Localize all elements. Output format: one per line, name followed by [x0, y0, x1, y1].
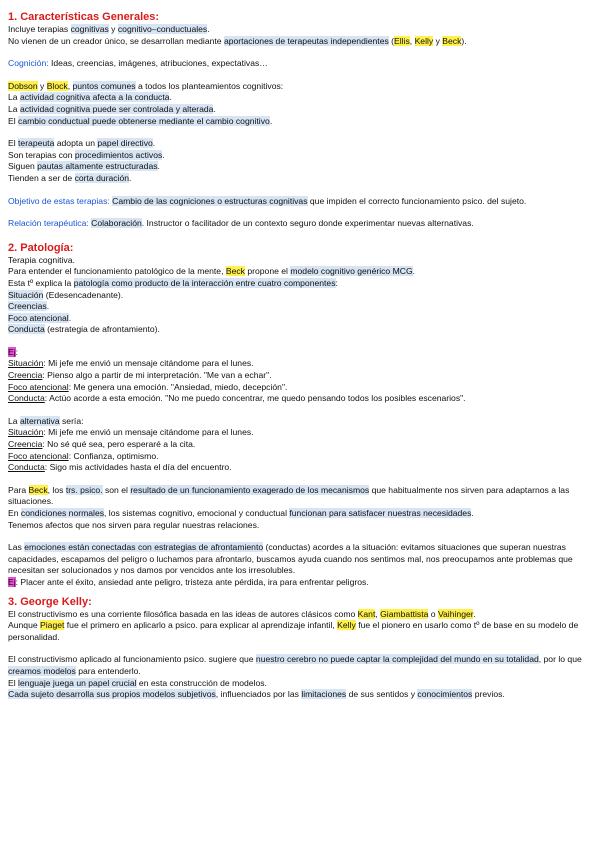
highlighted-text: conocimientos: [417, 689, 473, 700]
highlighted-text: aportaciones de terapeutas independientes: [223, 35, 389, 46]
highlighted-text: condiciones normales: [20, 508, 105, 518]
paragraph: [8, 485, 592, 508]
text-run: .: [129, 172, 132, 183]
text-run: , los sistemas cognitivo, emocional y conductual: [104, 508, 290, 518]
paragraph-spacer: [8, 474, 592, 485]
highlighted-text: puntos comunes: [72, 80, 136, 91]
text-run: .: [157, 161, 160, 172]
paragraph: [8, 347, 592, 359]
text-run: , los: [47, 484, 66, 495]
highlighted-text: alternativa: [19, 415, 60, 426]
highlighted-text: Creencias: [8, 301, 47, 312]
text-run: de sus sentidos y: [346, 689, 418, 700]
text-run: El constructivismo aplicado al funcionamiento psico. sugiere que: [8, 654, 256, 665]
underlined-term: Situación: [8, 427, 44, 438]
paragraph: [8, 92, 592, 104]
paragraph: [8, 382, 592, 394]
term-label: Relación terapéutica:: [8, 218, 89, 229]
text-run: :: [335, 277, 338, 288]
text-run: : Mi jefe me envió un mensaje citándome para el lunes.: [43, 427, 254, 438]
paragraph: [8, 520, 592, 532]
paragraph: [8, 301, 592, 313]
paragraph: [8, 255, 592, 267]
text-run: Terapia cognitiva.: [8, 254, 75, 265]
paragraph: [8, 416, 592, 428]
text-run: ).: [461, 35, 467, 46]
highlighted-name: Kelly: [414, 35, 434, 46]
text-run: (conductas) acordes a la situación: evitamos situaciones que superan nuestras capacidades, escapamos del peligro o luchamos para afrontarlo, buscamos ayuda cuando nos sentimos mal, nos preocupamos ante problemas que necesitan ser solucionados y nos damos por vencidos ante los irresolubles.: [8, 542, 573, 576]
paragraph: [8, 24, 592, 36]
text-run: : Mi jefe me envió un mensaje citándome para el lunes.: [43, 358, 254, 369]
paragraph-spacer: [8, 531, 592, 542]
text-run: .: [169, 92, 172, 103]
paragraph: [8, 577, 592, 589]
text-run: son el: [102, 484, 131, 495]
section-heading: [8, 241, 592, 255]
text-run: El: [8, 677, 19, 688]
highlighted-text: Cambio de las cogniciones o estructuras cognitivas: [112, 195, 308, 206]
underlined-term: Foco atencional: [8, 381, 69, 392]
text-run: :: [15, 346, 19, 357]
paragraph: [8, 462, 592, 474]
highlighted-text: cambio conductual puede obtenerse mediante el cambio cognitivo: [18, 115, 270, 126]
highlighted-text: actividad cognitiva afecta a la conducta: [19, 92, 170, 103]
highlighted-name: Beck: [442, 35, 462, 46]
highlighted-text: actividad cognitiva puede ser controlada y alterada: [19, 103, 214, 114]
highlighted-text: emociones están conectadas con estrategias de afrontamiento: [24, 542, 264, 553]
highlighted-text: cognitivo–conductuales: [117, 24, 208, 34]
text-run: y: [37, 80, 47, 91]
paragraph: [8, 508, 592, 520]
highlighted-name: Kelly: [337, 620, 356, 631]
highlighted-name: Block: [46, 80, 68, 91]
underlined-term: Situación: [8, 358, 44, 369]
highlighted-text: modelo cognitivo genérico MCG: [290, 266, 413, 277]
highlighted-text: Cada sujeto desarrolla sus propios modelos subjetivos: [8, 689, 216, 700]
text-run: Tenemos afectos que nos sirven para regular nuestras relaciones.: [8, 519, 260, 530]
section-heading: [8, 595, 592, 609]
text-run: La: [8, 415, 20, 426]
text-run: : Confianza, optimismo.: [68, 450, 159, 461]
underlined-term: Foco atencional: [8, 450, 69, 461]
underlined-term: Conducta: [8, 393, 45, 404]
text-run: : Me genera una emoción. "Ansiedad, miedo, decepción".: [68, 381, 288, 392]
highlighted-text: pautas altamente estructuradas: [37, 161, 158, 172]
text-run: : Sigo mis actividades hasta el día del encuentro.: [44, 462, 232, 473]
highlighted-name: Beck: [28, 484, 48, 495]
paragraph-spacer: [8, 230, 592, 241]
text-run: para entenderlo.: [75, 665, 141, 676]
text-run: , por lo que: [538, 654, 582, 665]
text-run: Incluye terapias: [8, 24, 71, 34]
paragraph-spacer: [8, 207, 592, 218]
highlighted-text: lenguaje juega un papel crucial: [18, 677, 137, 688]
text-run: , influenciados por las: [215, 689, 302, 700]
text-run: Las: [8, 542, 25, 553]
text-run: : Pienso algo a partir de mi interpretación. "Me van a echar".: [42, 370, 272, 381]
text-run: .: [412, 266, 416, 277]
text-run: Para entender el funcionamiento patológico de la mente,: [8, 266, 226, 277]
section-heading: [8, 10, 592, 24]
text-run: adopta un: [54, 138, 98, 149]
paragraph: [8, 116, 592, 128]
highlighted-text: creamos modelos: [8, 665, 76, 676]
text-run: Son terapias con: [8, 149, 75, 160]
highlighted-text: terapeuta: [18, 138, 55, 149]
text-run: . Instructor o facilitador de un contexto seguro donde experimentar nuevas alternativas.: [141, 218, 474, 229]
text-run: ,: [375, 608, 381, 619]
text-run: .: [213, 103, 216, 114]
text-run: .: [207, 24, 210, 34]
highlighted-text: Foco atencional: [8, 312, 69, 323]
text-run: fue el pionero en usarlo como tº de base en su modelo de personalidad.: [8, 620, 579, 642]
paragraph: [8, 36, 592, 48]
highlighted-text: limitaciones: [301, 689, 347, 700]
paragraph: [8, 689, 592, 701]
paragraph: [8, 358, 592, 370]
highlighted-name: Piaget: [40, 620, 65, 631]
text-run: Ideas, creencias, imágenes, atribuciones, expectativas…: [48, 58, 268, 69]
highlighted-text: nuestro cerebro no puede captar la complejidad del mundo en su totalidad: [255, 654, 539, 665]
highlighted-text: Colaboración: [91, 218, 142, 229]
text-run: Tienden a ser de: [8, 172, 75, 183]
paragraph-spacer: [8, 185, 592, 196]
text-run: (estrategia de afrontamiento).: [44, 324, 160, 335]
paragraph-spacer: [8, 336, 592, 347]
text-run: .: [471, 508, 474, 518]
paragraph: [8, 173, 592, 185]
text-run: o: [428, 608, 438, 619]
paragraph-spacer: [8, 70, 592, 81]
text-run: .: [269, 115, 273, 126]
text-run: propone el: [244, 266, 291, 277]
paragraph: [8, 161, 592, 173]
text-run: La: [8, 103, 20, 114]
term-label: Cognición:: [8, 58, 49, 69]
paragraph: [8, 451, 592, 463]
highlighted-text: cognitivas: [70, 24, 109, 34]
text-run: El: [8, 138, 19, 149]
term-label: Objetivo de estas terapias:: [8, 195, 110, 206]
text-run: (Edesencadenante).: [43, 289, 124, 300]
paragraph: [8, 609, 592, 621]
paragraph-spacer: [8, 643, 592, 654]
paragraph: [8, 542, 592, 577]
text-run: .: [68, 312, 72, 323]
highlighted-name: Dobson: [8, 80, 38, 91]
paragraph: [8, 150, 592, 162]
highlighted-text: corta duración: [74, 172, 130, 183]
text-run: La: [8, 92, 20, 103]
text-run: 3. George Kelly:: [8, 595, 92, 608]
text-run: y: [433, 35, 443, 46]
text-run: .: [46, 301, 50, 312]
paragraph: [8, 196, 592, 208]
text-run: previos.: [472, 689, 505, 700]
text-run: .: [152, 138, 156, 149]
text-run: El: [8, 115, 19, 126]
paragraph: [8, 290, 592, 302]
highlighted-name: Beck: [225, 266, 245, 277]
paragraph: [8, 439, 592, 451]
paragraph: [8, 620, 592, 643]
paragraph: [8, 393, 592, 405]
paragraph: [8, 427, 592, 439]
example-marker: Ej: [8, 346, 16, 357]
paragraph-spacer: [8, 127, 592, 138]
text-run: Siguen: [8, 161, 38, 172]
text-run: a todos los planteamientos cognitivos:: [135, 80, 284, 91]
example-marker: Ej: [8, 576, 16, 587]
text-run: No vienen de un creador único, se desarrollan mediante: [8, 35, 224, 46]
paragraph: [8, 370, 592, 382]
text-run: En: [8, 508, 21, 518]
paragraph: [8, 266, 592, 278]
paragraph-spacer: [8, 47, 592, 58]
highlighted-text: trs. psico.: [65, 484, 103, 495]
highlighted-text: Situación: [8, 289, 44, 300]
text-run: en esta construcción de modelos.: [136, 677, 267, 688]
text-run: que impiden el correcto funcionamiento psico. del sujeto.: [307, 195, 527, 206]
text-run: 1. Características Generales:: [8, 11, 160, 23]
paragraph: [8, 313, 592, 325]
text-run: .: [473, 608, 476, 619]
highlighted-text: papel directivo: [97, 138, 153, 149]
text-run: El constructivismo es una corriente filosófica basada en las ideas de autores clásicos como: [8, 608, 358, 619]
paragraph: [8, 654, 592, 677]
highlighted-text: procedimientos activos: [74, 149, 163, 160]
highlighted-name: Kant: [357, 608, 376, 619]
highlighted-text: resultado de un funcionamiento exagerado de los mecanismos: [130, 484, 370, 495]
text-run: y: [108, 24, 118, 34]
highlighted-text: Conducta: [8, 324, 45, 335]
paragraph: [8, 278, 592, 290]
underlined-term: Creencia: [8, 439, 43, 450]
highlighted-name: Vaihinger: [437, 608, 474, 619]
text-run: fue el primero en aplicarlo a psico. para explicar al aprendizaje infantil,: [64, 620, 338, 631]
text-run: Esta tº explica la: [8, 277, 74, 288]
paragraph: [8, 58, 592, 70]
paragraph: [8, 218, 592, 230]
underlined-term: Creencia: [8, 370, 43, 381]
paragraph: [8, 324, 592, 336]
text-run: (: [388, 35, 395, 46]
highlighted-text: patología como producto de la interacción entre cuatro componentes: [73, 277, 336, 288]
text-run: : No sé qué sea, pero esperaré a la cita.: [42, 439, 196, 450]
text-run: ,: [409, 35, 415, 46]
text-run: Para: [8, 484, 29, 495]
text-run: : Placer ante el éxito, ansiedad ante peligro, tristeza ante pérdida, ira para enfrentar peligros.: [15, 576, 369, 587]
text-run: sería:: [59, 415, 84, 426]
highlighted-text: funcionan para satisfacer nuestras necesidades: [289, 508, 472, 518]
paragraph: [8, 678, 592, 690]
underlined-term: Conducta: [8, 462, 45, 473]
highlighted-name: Giambattista: [380, 608, 429, 619]
highlighted-name: Ellis: [394, 35, 410, 46]
paragraph: [8, 81, 592, 93]
text-run: Aunque: [8, 620, 41, 631]
text-run: ,: [67, 80, 73, 91]
text-run: : Actúo acorde a esta emoción. "No me puedo concentrar, me quedo pensando todos los posibles escenarios".: [44, 393, 466, 404]
text-run: .: [162, 149, 165, 160]
text-run: 2. Patología:: [8, 241, 74, 254]
paragraph-spacer: [8, 405, 592, 416]
paragraph: [8, 104, 592, 116]
paragraph: [8, 138, 592, 150]
text-run: que habitualmente nos sirven para adaptarnos a las situaciones.: [8, 484, 570, 507]
